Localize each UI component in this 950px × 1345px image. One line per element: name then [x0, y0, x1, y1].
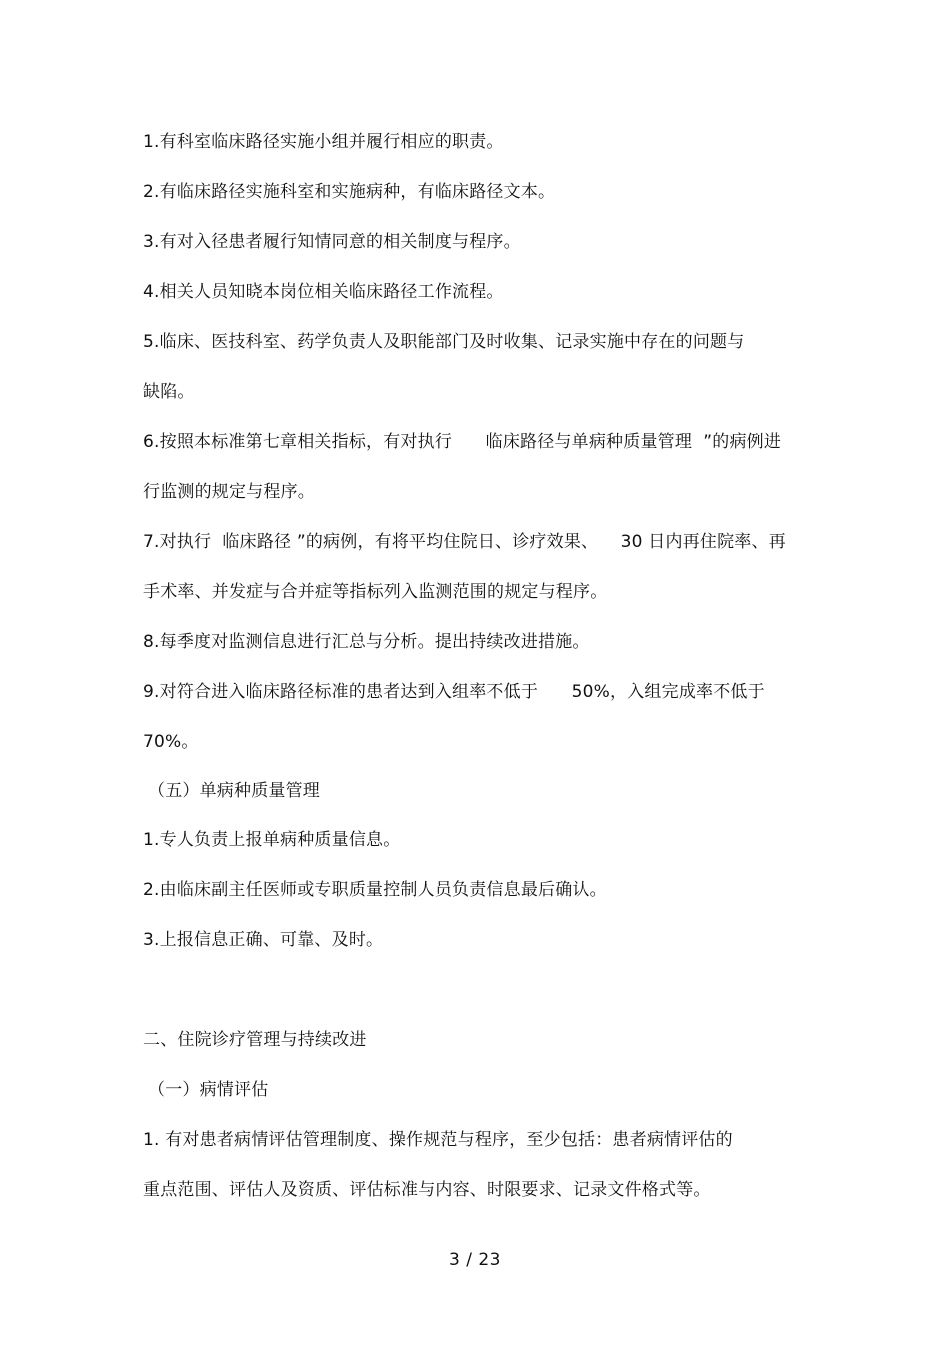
section-heading: （一）病情评估: [148, 1080, 269, 1100]
paragraph-line: 70%。: [143, 732, 199, 752]
paragraph-line: 6.按照本标准第七章相关指标，有对执行 临床路径与单病种质量管理 ”的病例进: [143, 432, 782, 452]
paragraph-line: 3.上报信息正确、可靠、及时。: [143, 930, 384, 950]
paragraph-line: 9.对符合进入临床路径标准的患者达到入组率不低于 50%，入组完成率不低于: [143, 682, 765, 702]
paragraph-line: 1.有科室临床路径实施小组并履行相应的职责。: [143, 132, 504, 152]
paragraph-line: 行监测的规定与程序。: [143, 482, 315, 502]
paragraph-line: 手术率、并发症与合并症等指标列入监测范围的规定与程序。: [143, 582, 608, 602]
paragraph-line: 5.临床、医技科室、药学负责人及职能部门及时收集、记录实施中存在的问题与: [143, 332, 745, 352]
paragraph-line: 2.由临床副主任医师或专职质量控制人员负责信息最后确认。: [143, 880, 607, 900]
paragraph-line: 2.有临床路径实施科室和实施病种，有临床路径文本。: [143, 182, 556, 202]
paragraph-line: 1.专人负责上报单病种质量信息。: [143, 830, 401, 850]
page-number: 3 / 23: [449, 1250, 501, 1270]
paragraph-line: 3.有对入径患者履行知情同意的相关制度与程序。: [143, 232, 521, 252]
chapter-heading: 二、住院诊疗管理与持续改进: [143, 1030, 367, 1050]
paragraph-line: 重点范围、评估人及资质、评估标准与内容、时限要求、记录文件格式等。: [143, 1180, 711, 1200]
paragraph-line: 1. 有对患者病情评估管理制度、操作规范与程序，至少包括：患者病情评估的: [143, 1130, 733, 1150]
section-heading: （五）单病种质量管理: [148, 781, 320, 801]
paragraph-line: 缺陷。: [143, 382, 195, 402]
paragraph-line: 7.对执行 临床路径 ”的病例，有将平均住院日、诊疗效果、 30 日内再住院率、再: [143, 532, 786, 552]
paragraph-line: 8.每季度对监测信息进行汇总与分析。提出持续改进措施。: [143, 632, 590, 652]
paragraph-line: 4.相关人员知晓本岗位相关临床路径工作流程。: [143, 282, 504, 302]
